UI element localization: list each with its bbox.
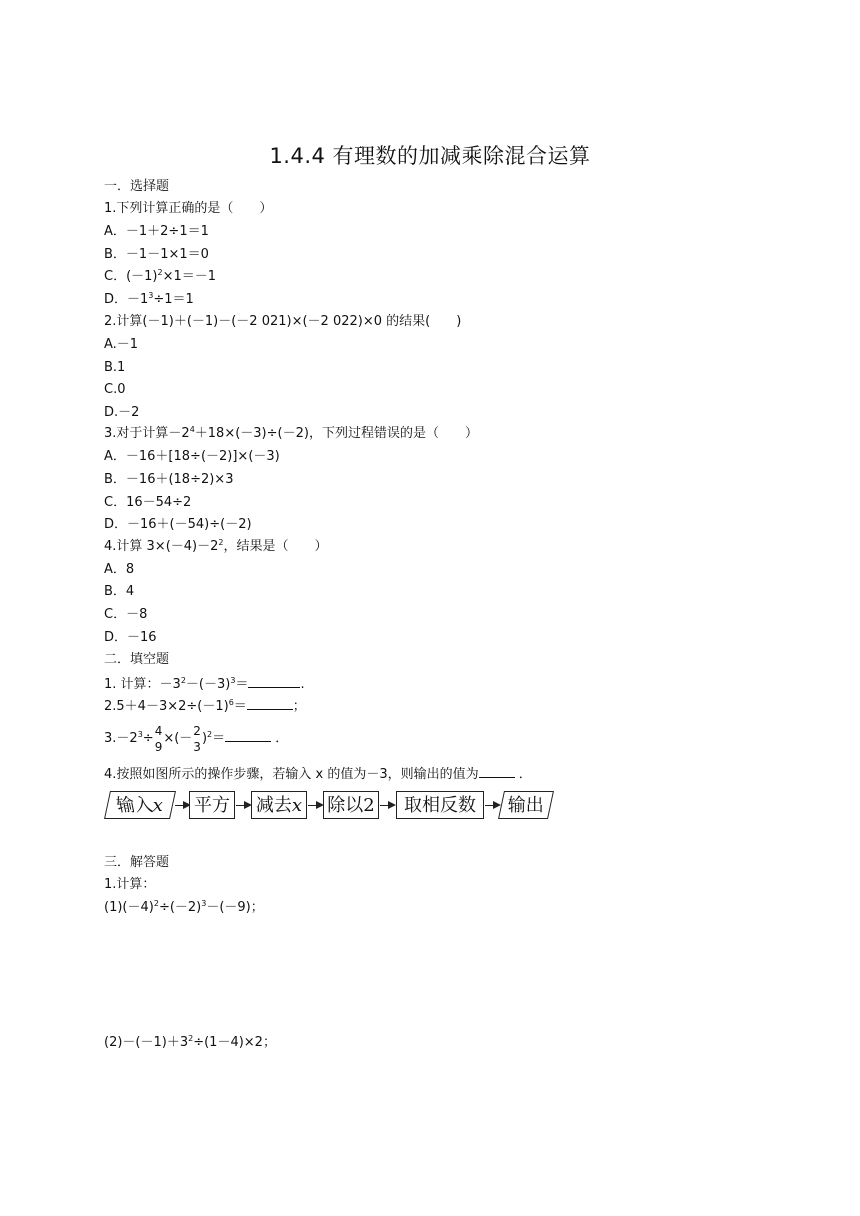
arrow-icon xyxy=(380,805,394,806)
arrow-icon xyxy=(308,805,322,806)
solve-q1-part1: $(1)(-4)^2\div(-2)^3-(-9)$； xyxy=(104,899,264,915)
flow-subtract: 减去x xyxy=(251,791,307,819)
section2-heading: 二．填空题 xyxy=(104,652,170,667)
solve-q1-stem: 1.计算： xyxy=(104,877,156,892)
arrow-icon xyxy=(485,805,499,806)
answer-blank[interactable] xyxy=(479,765,515,778)
section1-heading: 一．选择题 xyxy=(104,179,170,194)
q1-option-a: A．－1＋2÷1＝1 xyxy=(104,224,209,239)
q3-stem: 3.对于计算$-2^4+18\times(-3)\div(-2)$，下列过程错误的是（ ） xyxy=(104,425,478,441)
q2-option-c: C.0 xyxy=(104,382,126,397)
fill-q2: $2.5+4-3\times 2\div(-1)^6=$ ； xyxy=(104,698,306,714)
answer-blank[interactable] xyxy=(248,675,300,688)
answer-blank[interactable] xyxy=(247,697,293,710)
flow-negate: 取相反数 xyxy=(396,791,484,819)
q4-option-a: A．8 xyxy=(104,562,135,577)
q1-option-c: C．$(-1)^2\times 1=-1$ xyxy=(104,268,217,284)
q4-option-b: B．4 xyxy=(104,584,135,599)
arrow-icon xyxy=(236,805,250,806)
fraction: 4 9 xyxy=(154,723,163,754)
q1-option-b: B．－1－1×1＝0 xyxy=(104,247,209,262)
q3-option-a: A．－16＋[18÷(－2)]×(－3) xyxy=(104,449,280,464)
flow-input: 输入x xyxy=(104,791,176,819)
q4-option-c: C．－8 xyxy=(104,607,148,622)
q3-option-c: C．16－54÷2 xyxy=(104,495,192,510)
page-title: 1.4.4 有理数的加减乘除混合运算 xyxy=(269,144,591,168)
q1-option-d: D．$-1^3\div 1=1$ xyxy=(104,291,194,307)
section3-heading: 三．解答题 xyxy=(104,855,170,870)
q3-option-b: B．－16＋(18÷2)×3 xyxy=(104,472,234,487)
q2-option-a: A.－1 xyxy=(104,337,139,352)
q4-stem: 4.计算 $3\times(-4)-2^2$，结果是（ ） xyxy=(104,538,328,554)
q3-option-d: D．－16＋(－54)÷(－2) xyxy=(104,517,252,532)
arrow-icon xyxy=(175,805,189,806)
q1-stem: 1.下列计算正确的是（ ） xyxy=(104,201,273,216)
fraction: 2 3 xyxy=(193,723,201,754)
flow-divide: 除以2 xyxy=(323,791,379,819)
q4-option-d: D．－16 xyxy=(104,630,157,645)
fill-q1: 1. 计算：$-3^2-(-3)^3=$ . xyxy=(104,676,305,692)
flow-square: 平方 xyxy=(189,791,235,819)
operation-flowchart xyxy=(103,789,563,823)
solve-q1-part2: $(2)-(-1)+3^2\div(1-4)\times 2$； xyxy=(104,1034,276,1050)
q2-option-d: D.－2 xyxy=(104,405,140,420)
q2-stem: 2.计算(－1)＋(－1)－(－2 021)×(－2 022)×0 的结果( ) xyxy=(104,314,462,329)
flow-output: 输出 xyxy=(498,791,554,819)
answer-blank[interactable] xyxy=(225,729,271,742)
q2-option-b: B.1 xyxy=(104,360,126,375)
fill-q4: 4.按照如图所示的操作步骤，若输入 x 的值为－3，则输出的值为 ． xyxy=(104,767,532,782)
fill-q3: $3.-2^3\div$ 4 9 ×(－ 2 3 )$^2$＝ ． xyxy=(104,723,289,754)
